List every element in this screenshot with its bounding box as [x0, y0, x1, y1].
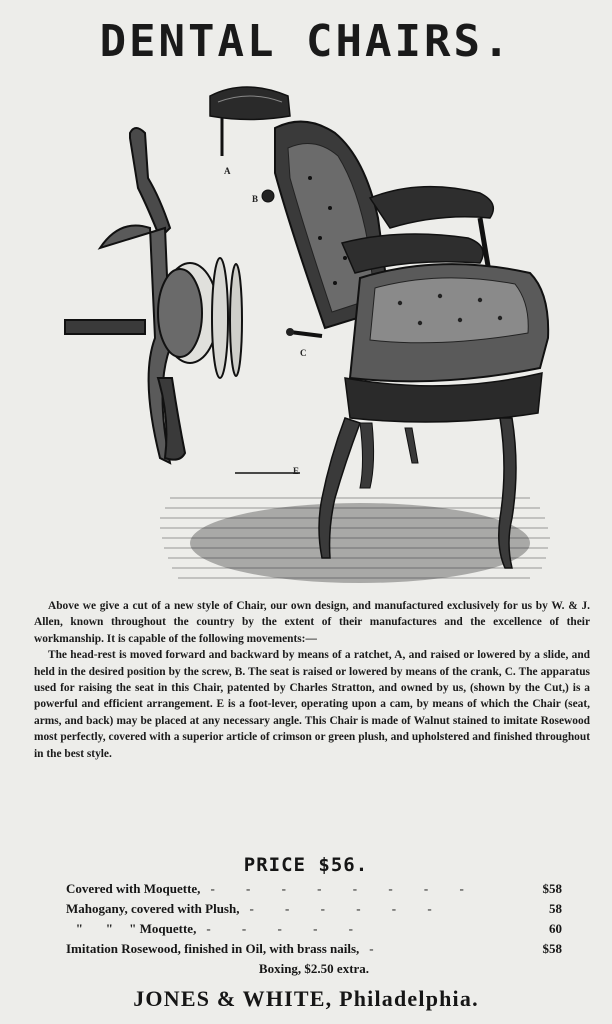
price-row-amount: $58	[542, 941, 562, 956]
crank-handle	[286, 328, 322, 336]
price-row	[66, 941, 562, 961]
price-row-leader: - - - - - - - -	[210, 881, 478, 896]
label-crank-c: C	[300, 348, 307, 358]
price-title: PRICE $56.	[243, 854, 369, 876]
price-row-amount: 58	[549, 901, 562, 916]
price-row-amount: 60	[549, 921, 562, 936]
price-row	[66, 921, 562, 941]
label-screw-b: B	[252, 194, 259, 204]
adjusting-screw	[262, 190, 274, 202]
advertiser-footer: JONES & WHITE, Philadelphia.	[133, 986, 479, 1011]
price-row-desc: Covered with Moquette,	[66, 881, 201, 896]
label-ratchet-a: A	[224, 166, 231, 176]
price-row-leader: - - - - -	[206, 921, 367, 936]
label-foot-lever-e: E	[293, 466, 300, 476]
boxing-note: Boxing, $2.50 extra.	[258, 961, 370, 976]
price-row-desc: Imitation Rosewood, finished in Oil, with brass nails,	[66, 941, 360, 956]
price-row-leader: - - - - - -	[249, 901, 446, 916]
price-row-amount: $58	[542, 881, 562, 896]
price-row	[66, 901, 562, 921]
description-text	[34, 598, 590, 762]
dental-chair-illustration	[60, 78, 560, 593]
price-row-leader: -	[369, 941, 388, 956]
description-paragraph-2: The head-rest is moved forward and backward by means of a ratchet, A, and raised or lowered by a slide, and held in the desired position by the screw, B. The seat is raised or lowered by means of the crank, C. The apparatus used for raising the seat in this Chair, patented by Charles Stratton, and owned by us, (shown by the Cut,) is a powerful and efficient arrangement. E is a foot-lever, operating upon a cam, by means of which the Chair (seat, arms, and back) may be placed at any necessary angle. This Chair is made of Walnut stained to imitate Rosewood most perfectly, covered with a superior article of crimson or green plush, and upholstered and finished throughout in the best style.	[34, 649, 590, 760]
price-list	[66, 881, 562, 981]
price-row-desc: " " " Moquette,	[66, 921, 197, 936]
floor-shadow	[190, 503, 530, 583]
price-row	[66, 881, 562, 901]
description-paragraph-1: Above we give a cut of a new style of Chair, our own design, and manufactured exclusively for us by W. & J. Allen, known throughout the country by the extent of their manufactures and the excellence of their workmanship. It is capable of the following movements:—	[34, 600, 590, 645]
price-row-desc: Mahogany, covered with Plush,	[66, 901, 240, 916]
raising-mechanism	[65, 128, 242, 463]
headline: DENTAL CHAIRS.	[99, 16, 513, 67]
chair-seat	[345, 264, 548, 422]
